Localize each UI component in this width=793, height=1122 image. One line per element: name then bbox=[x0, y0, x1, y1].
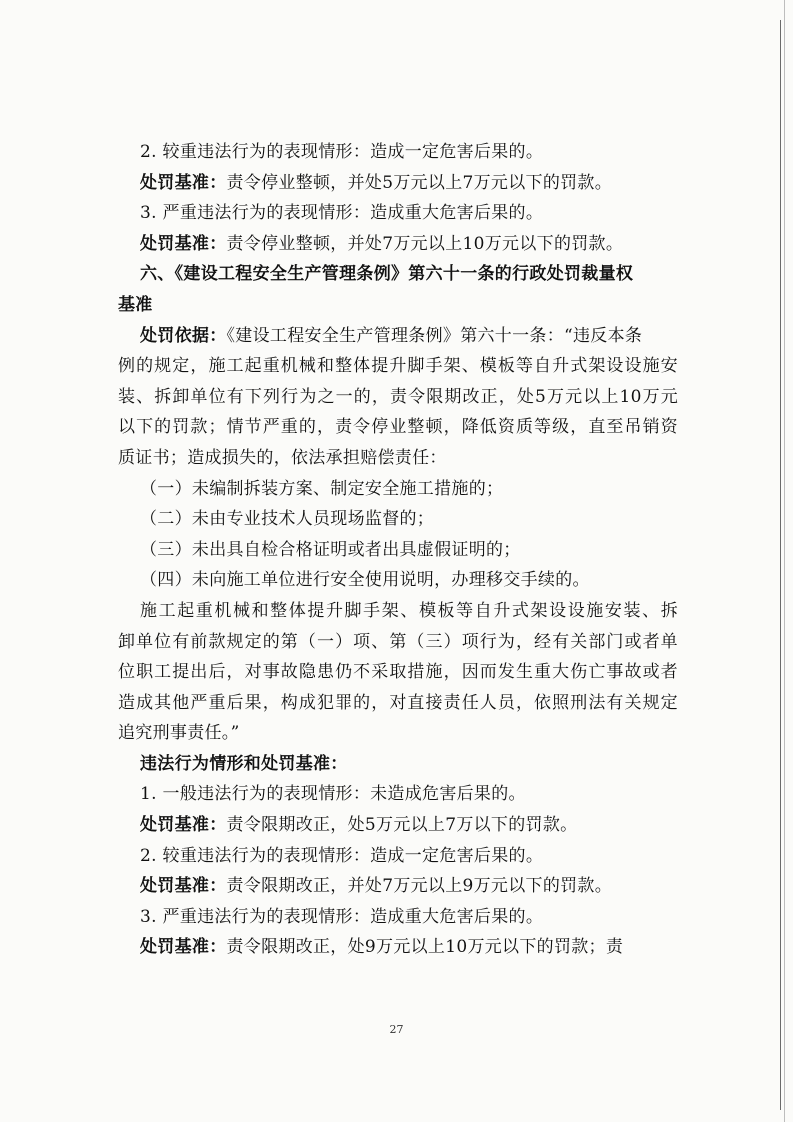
paragraph-line: 例的规定，施工起重机械和整体提升脚手架、模板等自升式架设设施安 bbox=[118, 356, 678, 377]
paragraph-line: （三）未出具自检合格证明或者出具虚假证明的； bbox=[140, 539, 521, 560]
labeled-paragraph bbox=[118, 810, 678, 841]
paragraph-line: 3. 严重违法行为的表现情形：造成重大危害后果的。 bbox=[140, 203, 544, 224]
paragraph-line: （四）未向施工单位进行安全使用说明，办理移交手续的。 bbox=[140, 570, 590, 591]
section-heading: 违法行为情形和处罚基准： bbox=[140, 753, 348, 774]
paragraph-line: 2. 较重违法行为的表现情形：造成一定危害后果的。 bbox=[140, 142, 544, 162]
paragraph-line: 1. 一般违法行为的表现情形：未造成危害后果的。 bbox=[140, 784, 526, 805]
paragraph-text: 《建设工程安全生产管理条例》第六十一条：“违反本条 bbox=[226, 325, 643, 346]
labeled-paragraph bbox=[118, 932, 678, 963]
paragraph-label: 处罚基准： bbox=[140, 937, 227, 958]
scan-edge-line-outer bbox=[784, 0, 785, 1122]
labeled-paragraph bbox=[118, 229, 678, 260]
paragraph-text: 责令停业整顿，并处5万元以上7万元以下的罚款。 bbox=[226, 172, 613, 193]
scan-edge-line bbox=[780, 20, 781, 1110]
paragraph-line: 造成其他严重后果，构成犯罪的，对直接责任人员，依照刑法有关规定 bbox=[118, 692, 678, 713]
paragraph-line: 施工起重机械和整体提升脚手架、模板等自升式架设设施安装、拆 bbox=[140, 600, 678, 621]
paragraph-line: 追究刑事责任。” bbox=[118, 723, 240, 744]
paragraph-line: （二）未由专业技术人员现场监督的； bbox=[140, 509, 435, 530]
labeled-paragraph bbox=[118, 321, 678, 352]
paragraph-line: 3. 严重违法行为的表现情形：造成重大危害后果的。 bbox=[140, 906, 544, 927]
paragraph-line: 以下的罚款；情节严重的，责令停业整顿，降低资质等级，直至吊销资 bbox=[118, 417, 678, 438]
section-heading-continued: 基准 bbox=[118, 294, 153, 315]
section-heading: 六、《建设工程安全生产管理条例》第六十一条的行政处罚裁量权 bbox=[140, 264, 634, 285]
paragraph-line: 装、拆卸单位有下列行为之一的，责令限期改正，处5万元以上10万元 bbox=[118, 386, 678, 407]
paragraph-text: 责令限期改正，并处7万元以上9万元以下的罚款。 bbox=[226, 876, 613, 897]
paragraph-text: 责令限期改正，处9万元以上10万元以下的罚款；责 bbox=[226, 937, 624, 958]
paragraph-text: 责令限期改正，处5万元以上7万以下的罚款。 bbox=[226, 815, 578, 836]
paragraph-label: 处罚基准： bbox=[140, 815, 227, 836]
paragraph-label: 处罚基准： bbox=[140, 876, 227, 897]
paragraph-label: 处罚依据： bbox=[140, 325, 227, 346]
document-body bbox=[118, 137, 678, 963]
labeled-paragraph bbox=[118, 168, 678, 199]
paragraph-line: 2. 较重违法行为的表现情形：造成一定危害后果的。 bbox=[140, 845, 544, 866]
paragraph-label: 处罚基准： bbox=[140, 172, 227, 193]
paragraph-line: 位职工提出后，对事故隐患仍不采取措施，因而发生重大伤亡事故或者 bbox=[118, 662, 678, 683]
paragraph-line: 卸单位有前款规定的第（一）项、第（三）项行为，经有关部门或者单 bbox=[118, 631, 678, 652]
labeled-paragraph bbox=[118, 871, 678, 902]
paragraph-line: 质证书；造成损失的，依法承担赔偿责任： bbox=[118, 447, 447, 468]
paragraph-label: 处罚基准： bbox=[140, 233, 227, 254]
paragraph-line: （一）未编制拆装方案、制定安全施工措施的； bbox=[140, 478, 504, 499]
paragraph-text: 责令停业整顿，并处7万元以上10万元以下的罚款。 bbox=[226, 233, 624, 254]
page-number: 27 bbox=[389, 1023, 404, 1036]
